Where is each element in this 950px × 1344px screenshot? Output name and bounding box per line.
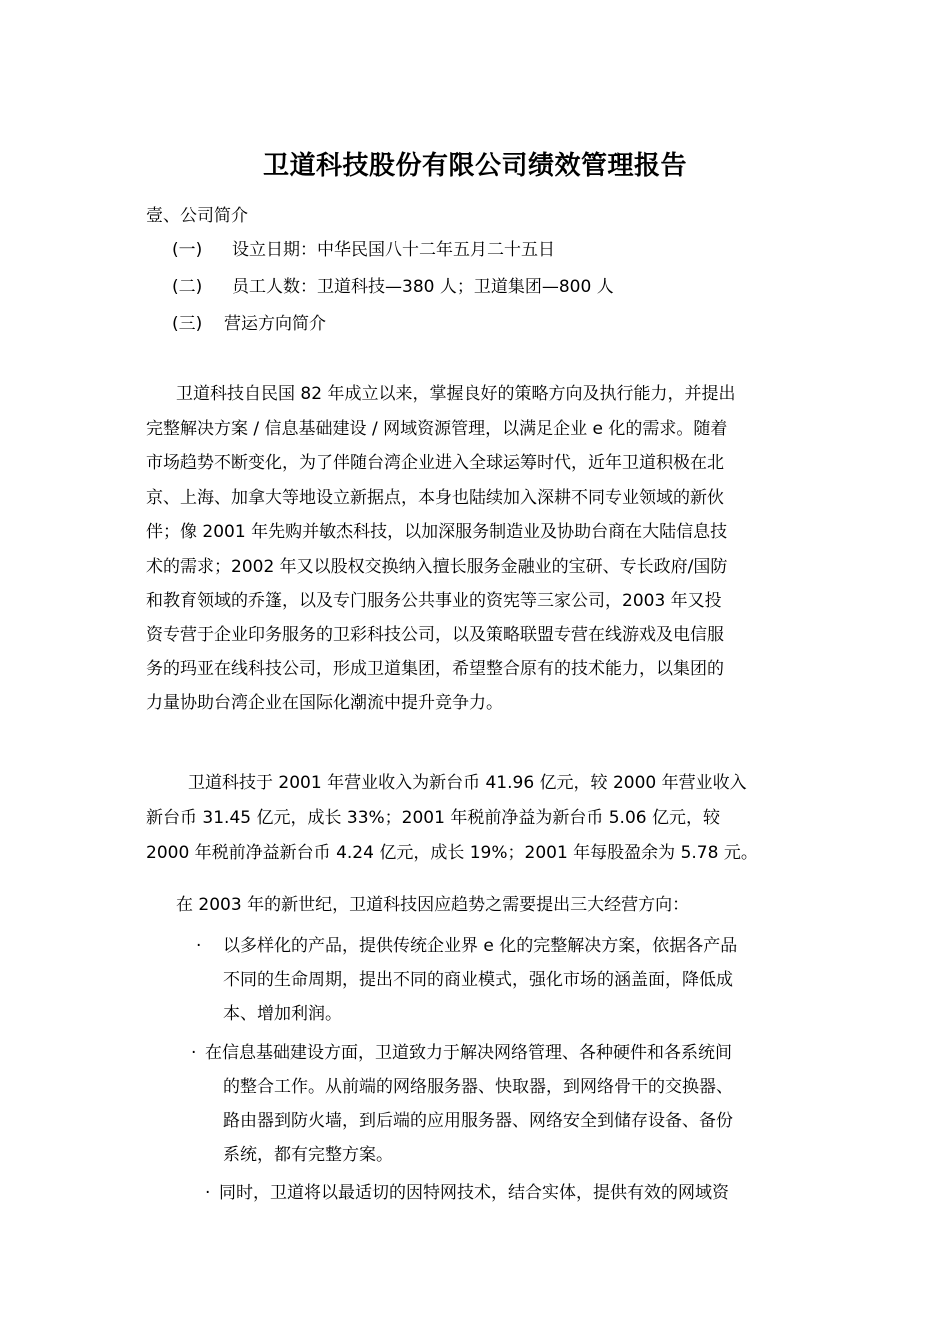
sub-item-number: (一) <box>172 240 203 260</box>
bullet-mark: · <box>205 1183 211 1203</box>
paragraph-line: 2000 年税前净益新台币 4.24 亿元，成长 19%；2001 年每股盈余为 5.78 元。 <box>146 843 758 863</box>
paragraph-line: 务的玛亚在线科技公司，形成卫道集团，希望整合原有的技术能力，以集团的 <box>146 659 724 679</box>
bullet-line: 的整合工作。从前端的网络服务器、快取器，到网络骨干的交换器、 <box>223 1077 733 1097</box>
sub-item-text: 员工人数：卫道科技—380 人；卫道集团—800 人 <box>232 277 614 297</box>
sub-item-founding-date <box>172 238 555 262</box>
sub-item-employee-count <box>172 275 614 299</box>
section-heading-company-intro: 壹、公司简介 <box>146 206 248 226</box>
sub-item-text: 设立日期：中华民国八十二年五月二十五日 <box>232 240 555 260</box>
bullet-line: 路由器到防火墙，到后端的应用服务器、网络安全到储存设备、备份 <box>223 1111 733 1131</box>
bullet-line: 在信息基础建设方面，卫道致力于解决网络管理、各种硬件和各系统间 <box>205 1043 732 1063</box>
paragraph-line: 力量协助台湾企业在国际化潮流中提升竞争力。 <box>146 693 503 713</box>
sub-item-number: (二) <box>172 277 203 297</box>
paragraph-line: 市场趋势不断变化，为了伴随台湾企业进入全球运筹时代，近年卫道积极在北 <box>146 453 724 473</box>
bullet-mark: · <box>191 1043 197 1063</box>
paragraph-line: 新台币 31.45 亿元，成长 33%；2001 年税前净益为新台币 5.06 亿元，较 <box>146 808 720 828</box>
paragraph-line: 卫道科技自民国 82 年成立以来，掌握良好的策略方向及执行能力，并提出 <box>176 384 736 404</box>
paragraph-line: 资专营于企业印务服务的卫彩科技公司，以及策略联盟专营在线游戏及电信服 <box>146 625 724 645</box>
bullet-line: 同时，卫道将以最适切的因特网技术，结合实体，提供有效的网域资 <box>219 1183 729 1203</box>
sub-item-number: (三) <box>172 314 203 334</box>
business-directions-intro: 在 2003 年的新世纪，卫道科技因应趋势之需要提出三大经营方向： <box>176 895 690 915</box>
bullet-line: 以多样化的产品，提供传统企业界 e 化的完整解决方案，依据各产品 <box>223 936 738 956</box>
paragraph-line: 伴；像 2001 年先购并敏杰科技，以加深服务制造业及协助台商在大陆信息技 <box>146 522 728 542</box>
sub-item-text: 营运方向简介 <box>224 314 326 334</box>
paragraph-line: 完整解决方案 / 信息基础建设 / 网域资源管理，以满足企业 e 化的需求。随着 <box>146 419 728 439</box>
bullet-line: 不同的生命周期，提出不同的商业模式，强化市场的涵盖面，降低成 <box>223 970 733 990</box>
paragraph-line: 和教育领域的乔篷，以及专门服务公共事业的资宪等三家公司，2003 年又投 <box>146 591 722 611</box>
bullet-line: 本、增加利润。 <box>223 1004 342 1024</box>
paragraph-line: 卫道科技于 2001 年营业收入为新台币 41.96 亿元，较 2000 年营业收入 <box>188 773 747 793</box>
sub-item-operations <box>172 312 326 336</box>
paragraph-line: 京、上海、加拿大等地设立新据点，本身也陆续加入深耕不同专业领域的新伙 <box>146 488 724 508</box>
bullet-line: 系统，都有完整方案。 <box>223 1145 393 1165</box>
bullet-mark: · <box>196 936 202 956</box>
paragraph-line: 术的需求；2002 年又以股权交换纳入擅长服务金融业的宝研、专长政府/国防 <box>146 557 728 577</box>
document-title: 卫道科技股份有限公司绩效管理报告 <box>262 151 687 181</box>
